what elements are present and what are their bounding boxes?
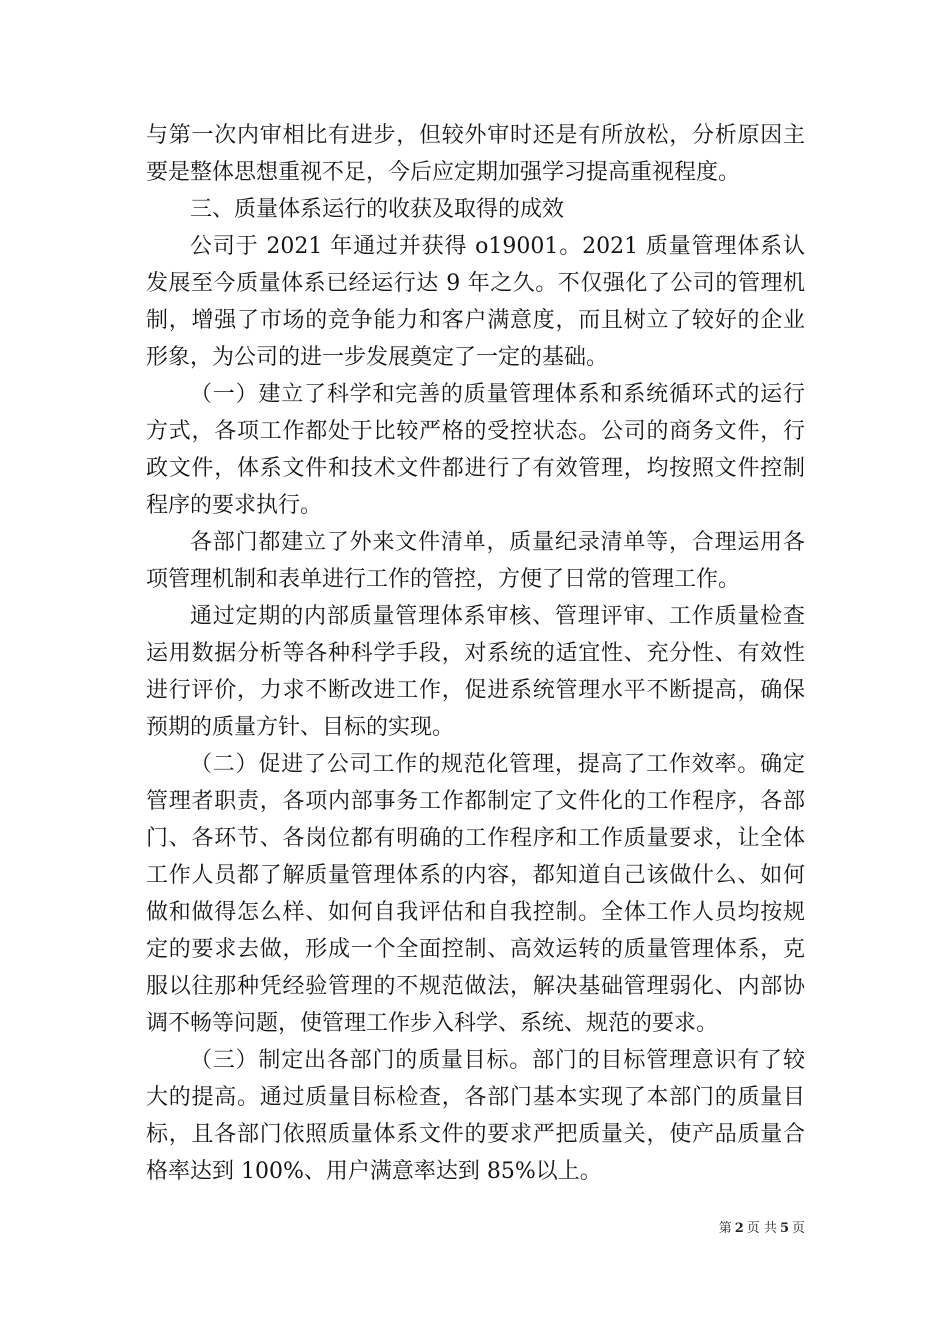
text-line: 通过定期的内部质量管理体系审核、管理评审、工作质量检查	[190, 604, 805, 629]
text-line: 各部门都建立了外来文件清单，质量纪录清单等，合理运用各	[190, 530, 805, 555]
text-line: 运用数据分析等各种科学手段，对系统的适宜性、充分性、有效性	[146, 641, 805, 666]
text-line: 门、各环节、各岗位都有明确的工作程序和工作质量要求，让全体	[146, 826, 805, 851]
text-line: 形象，为公司的进一步发展奠定了一定的基础。	[146, 345, 609, 370]
text-line: 政文件，体系文件和技术文件都进行了有效管理，均按照文件控制	[146, 456, 805, 481]
current-page-number: 2	[734, 1221, 744, 1236]
text-line: 项管理机制和表单进行工作的管控，方便了日常的管理工作。	[146, 567, 741, 592]
text-line: 管理者职责，各项内部事务工作都制定了文件化的工作程序，各部	[146, 789, 805, 814]
text-line: 方式，各项工作都处于比较严格的受控状态。公司的商务文件，行	[146, 419, 805, 444]
paragraph	[146, 117, 805, 191]
footer-middle: 页 共	[746, 1221, 777, 1236]
text-line: 大的提高。通过质量目标检查，各部门基本实现了本部门的质量目	[146, 1085, 805, 1110]
paragraph	[146, 524, 805, 598]
text-line: 格率达到 100%、用户满意率达到 85%以上。	[146, 1159, 602, 1184]
document-body	[146, 117, 805, 1190]
text-line: 发展至今质量体系已经运行达 9 年之久。不仅强化了公司的管理机	[146, 271, 805, 296]
text-line: （一）建立了科学和完善的质量管理体系和系统循环式的运行	[190, 382, 805, 407]
section-heading	[146, 191, 805, 228]
text-line: 调不畅等问题，使管理工作步入科学、系统、规范的要求。	[146, 1011, 719, 1036]
paragraph	[146, 376, 805, 524]
paragraph	[146, 228, 805, 376]
text-line: 公司于 2021 年通过并获得 o19001。2021 质量管理体系认	[190, 234, 805, 259]
text-line: （三）制定出各部门的质量目标。部门的目标管理意识有了较	[190, 1048, 805, 1073]
text-line: 程序的要求执行。	[146, 493, 323, 518]
footer-prefix: 第	[718, 1221, 732, 1236]
text-line: 定的要求去做，形成一个全面控制、高效运转的质量管理体系，克	[146, 937, 805, 962]
paragraph	[146, 1042, 805, 1190]
text-line: 标，且各部门依照质量体系文件的要求严把质量关，使产品质量合	[146, 1122, 805, 1147]
text-line: （二）促进了公司工作的规范化管理，提高了工作效率。确定	[190, 752, 805, 777]
text-line: 要是整体思想重视不足，今后应定期加强学习提高重视程度。	[146, 160, 741, 185]
total-pages-number: 5	[779, 1221, 789, 1236]
paragraph	[146, 746, 805, 1042]
heading-line: 三、质量体系运行的收获及取得的成效	[190, 197, 565, 222]
page-number-footer	[719, 1220, 805, 1238]
text-line: 制，增强了市场的竞争能力和客户满意度，而且树立了较好的企业	[146, 308, 805, 333]
text-line: 进行评价，力求不断改进工作，促进系统管理水平不断提高，确保	[146, 678, 805, 703]
paragraph	[146, 598, 805, 746]
text-line: 与第一次内审相比有进步，但较外审时还是有所放松，分析原因主	[146, 123, 805, 148]
text-line: 服以往那种凭经验管理的不规范做法，解决基础管理弱化、内部协	[146, 974, 805, 999]
text-line: 做和做得怎么样、如何自我评估和自我控制。全体工作人员均按规	[146, 900, 805, 925]
footer-suffix: 页	[791, 1221, 805, 1236]
text-line: 工作人员都了解质量管理体系的内容，都知道自己该做什么、如何	[146, 863, 805, 888]
text-line: 预期的质量方针、目标的实现。	[146, 715, 455, 740]
